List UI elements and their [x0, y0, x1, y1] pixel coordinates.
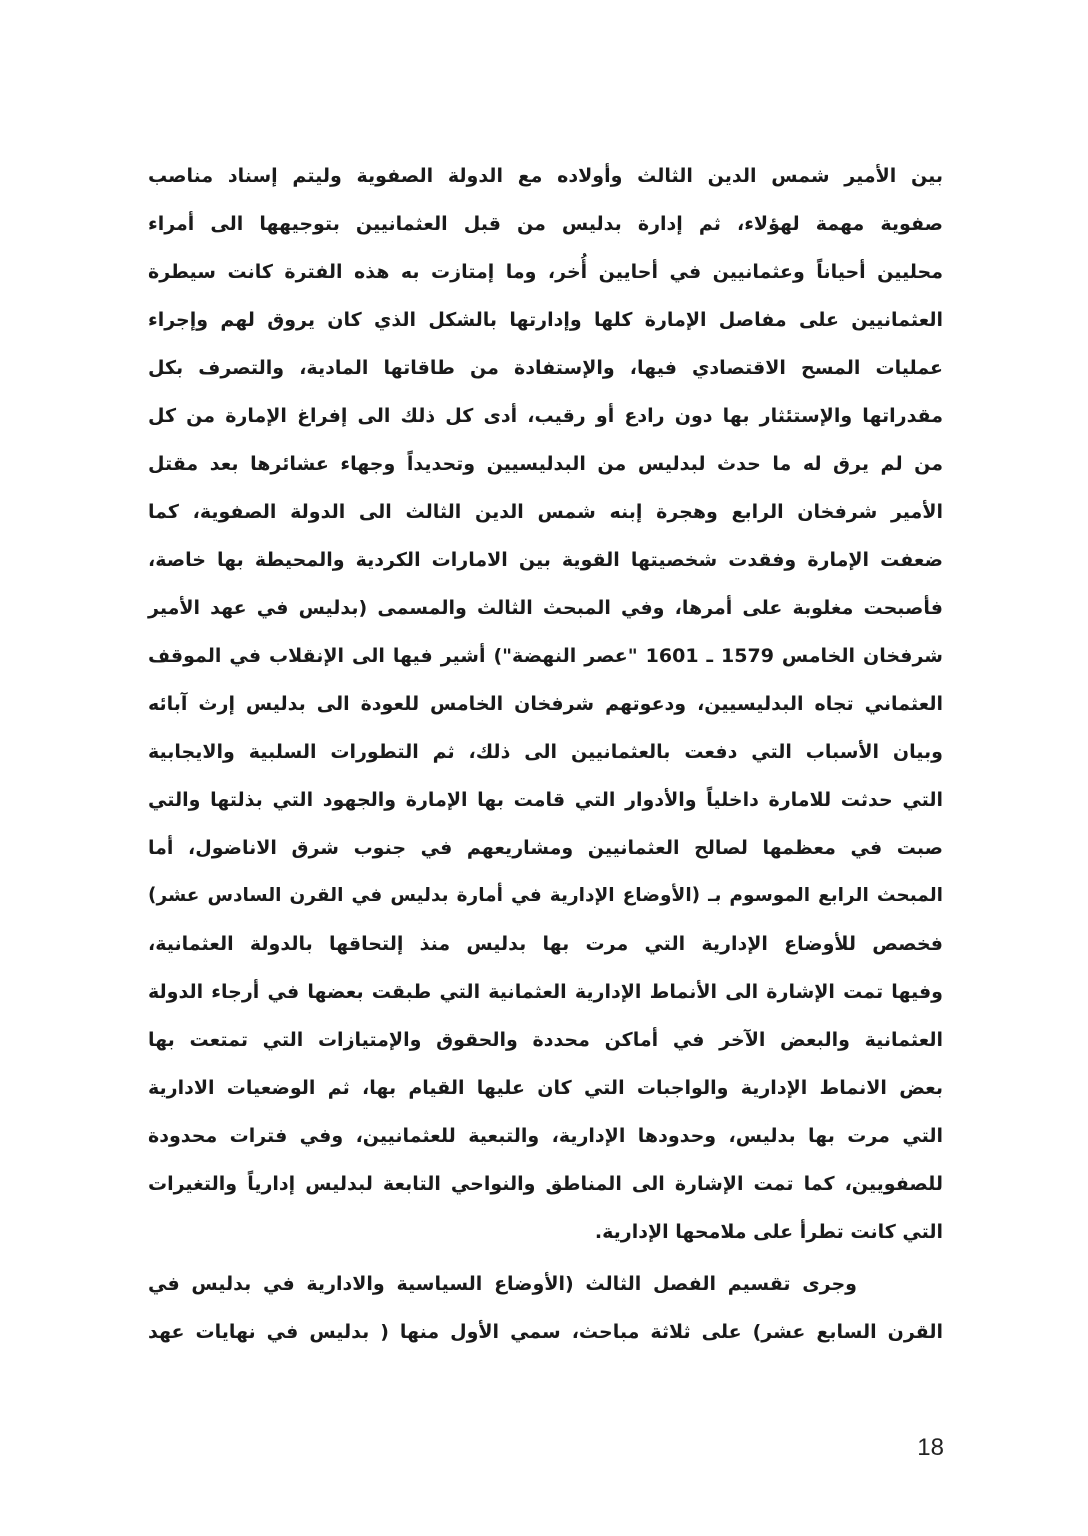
text-line: القرن السابع عشر) على ثلاثة مباحث، سمي الأول منها ( بدليس في نهايات عهد: [148, 1321, 943, 1343]
paragraph: [148, 1260, 943, 1356]
text-line: ضعفت الإمارة وفقدت شخصيتها القوية بين الامارات الكردية والمحيطة بها خاصة،: [148, 549, 943, 571]
text-line: العثماني تجاه البدليسيين، ودعوتهم شرفخان الخامس للعودة الى بدليس إرث آبائه: [148, 693, 943, 715]
text-line: التي مرت بها بدليس، وحدودها الإدارية، والتبعية للعثمانيين، وفي فترات محدودة: [148, 1125, 943, 1147]
text-line: وفيها تمت الإشارة الى الأنماط الإدارية العثمانية التي طبقت بعضها في أرجاء الدولة: [148, 981, 943, 1003]
text-line: العثمانية والبعض الآخر في أماكن محددة والحقوق والإمتيازات التي تمتعت بها: [148, 1029, 943, 1051]
text-line: بين الأمير شمس الدين الثالث وأولاده مع الدولة الصفوية وليتم إسناد مناصب: [148, 165, 943, 187]
text-line: فخصص للأوضاع الإدارية التي مرت بها بدليس منذ إلتحاقها بالدولة العثمانية،: [148, 933, 943, 955]
text-line: وجرى تقسيم الفصل الثالث (الأوضاع السياسية والادارية في بدليس في: [148, 1273, 857, 1295]
text-line: وبيان الأسباب التي دفعت بالعثمانيين الى ذلك، ثم التطورات السلبية والايجابية: [148, 741, 943, 763]
text-line: شرفخان الخامس 1579 ـ 1601 "عصر النهضة") أشير فيها الى الإنقلاب في الموقف: [148, 645, 943, 667]
text-line: بعض الانماط الإدارية والواجبات التي كان عليها القيام بها، ثم الوضعيات الادارية: [148, 1077, 943, 1099]
text-line: التي حدثت للامارة داخلياً والأدوار التي قامت بها الإمارة والجهود التي بذلتها والتي: [148, 789, 943, 811]
text-line: العثمانيين على مفاصل الإمارة كلها وإدارتها بالشكل الذي كان يروق لهم وإجراء: [148, 309, 943, 331]
text-line: عمليات المسح الاقتصادي فيها، والإستفادة من طاقاتها المادية، والتصرف بكل: [148, 357, 943, 379]
text-line: المبحث الرابع الموسوم بـ (الأوضاع الإدارية في أمارة بدليس في القرن السادس عشر): [148, 885, 943, 906]
text-line: محليين أحياناً وعثمانيين في أحايين أُخر، وما إمتازت به هذه الفترة كانت سيطرة: [148, 261, 943, 283]
text-line: صفوية مهمة لهؤلاء، ثم إدارة بدليس من قبل العثمانيين بتوجيهها الى أمراء: [148, 213, 943, 235]
text-line: فأصبحت مغلوبة على أمرها، وفي المبحث الثالث والمسمى (بدليس في عهد الأمير: [148, 597, 943, 619]
text-line: مقدراتها والإستئثار بها دون رادع أو رقيب، أدى كل ذلك الى إفراغ الإمارة من كل: [148, 405, 943, 427]
paragraph: [148, 152, 943, 1256]
text-line: من لم يرق له ما حدث لبدليس من البدليسيين وتحديداً وجهاء عشائرها بعد مقتل: [148, 453, 943, 475]
text-line: الأمير شرفخان الرابع وهجرة إبنه شمس الدين الثالث الى الدولة الصفوية، كما: [148, 501, 943, 523]
text-line: صبت في معظمها لصالح العثمانيين ومشاريعهم في جنوب شرق الاناضول، أما: [148, 837, 943, 859]
text-line: للصفويين، كما تمت الإشارة الى المناطق والنواحي التابعة لبدليس إدارياً والتغيرات: [148, 1173, 943, 1195]
body-text: [148, 152, 943, 1356]
text-line: التي كانت تطرأ على ملامحها الإدارية.: [594, 1221, 943, 1243]
page-number: 18: [917, 1434, 944, 1461]
